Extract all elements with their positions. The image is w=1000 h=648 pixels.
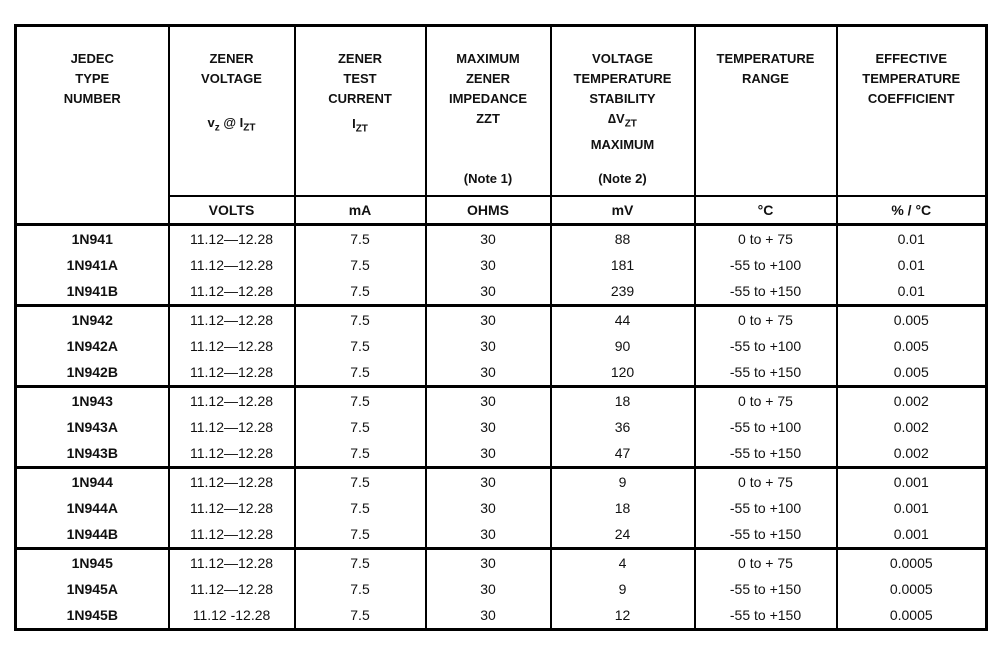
cell-test-current: 7.5 — [295, 359, 426, 387]
cell-stability: 24 — [551, 521, 695, 549]
cell-test-current: 7.5 — [295, 252, 426, 278]
cell-test-current: 7.5 — [295, 333, 426, 359]
cell-coefficient: 0.0005 — [837, 576, 987, 602]
cell-coefficient: 0.001 — [837, 468, 987, 496]
cell-temp-range: -55 to +100 — [695, 333, 837, 359]
table-row — [16, 306, 987, 334]
cell-stability: 120 — [551, 359, 695, 387]
cell-voltage: 11.12—12.28 — [169, 549, 295, 577]
cell-type: 1N944B — [16, 521, 169, 549]
cell-voltage: 11.12—12.28 — [169, 495, 295, 521]
col-header-jedec-type — [16, 26, 169, 225]
cell-coefficient: 0.005 — [837, 306, 987, 334]
cell-voltage: 11.12—12.28 — [169, 333, 295, 359]
cell-impedance: 30 — [426, 387, 551, 415]
cell-temp-range: -55 to +150 — [695, 359, 837, 387]
cell-stability: 18 — [551, 495, 695, 521]
table-row — [16, 333, 987, 359]
table-row — [16, 252, 987, 278]
table-row — [16, 278, 987, 306]
cell-stability: 18 — [551, 387, 695, 415]
cell-test-current: 7.5 — [295, 306, 426, 334]
cell-impedance: 30 — [426, 252, 551, 278]
cell-temp-range: -55 to +150 — [695, 602, 837, 630]
cell-type: 1N945A — [16, 576, 169, 602]
cell-coefficient: 0.01 — [837, 252, 987, 278]
cell-type: 1N945 — [16, 549, 169, 577]
row-group — [16, 306, 987, 387]
unit-degc: °C — [695, 196, 837, 225]
cell-voltage: 11.12—12.28 — [169, 252, 295, 278]
cell-impedance: 30 — [426, 333, 551, 359]
header-line: VOLTAGE — [592, 51, 653, 66]
cell-impedance: 30 — [426, 359, 551, 387]
header-line: RANGE — [742, 71, 789, 86]
cell-test-current: 7.5 — [295, 602, 426, 630]
col-header-zener-voltage — [169, 26, 295, 196]
table-row — [16, 225, 987, 253]
table-row — [16, 440, 987, 468]
table-row — [16, 549, 987, 577]
cell-coefficient: 0.005 — [837, 359, 987, 387]
cell-temp-range: -55 to +150 — [695, 521, 837, 549]
cell-voltage: 11.12—12.28 — [169, 387, 295, 415]
cell-voltage: 11.12—12.28 — [169, 278, 295, 306]
header-line: TEMPERATURE — [573, 71, 672, 86]
row-group — [16, 225, 987, 306]
row-group — [16, 387, 987, 468]
cell-type: 1N943A — [16, 414, 169, 440]
header-line: STABILITY — [589, 91, 656, 106]
col-header-temp-range — [695, 26, 837, 196]
cell-temp-range: -55 to +150 — [695, 278, 837, 306]
header-line: TEMPERATURE — [862, 71, 961, 86]
cell-coefficient: 0.01 — [837, 278, 987, 306]
cell-coefficient: 0.002 — [837, 387, 987, 415]
header-line: NUMBER — [63, 91, 121, 106]
cell-coefficient: 0.002 — [837, 414, 987, 440]
header-line: TYPE — [75, 71, 110, 86]
cell-voltage: 11.12—12.28 — [169, 306, 295, 334]
header-line: EFFECTIVE — [875, 51, 947, 66]
cell-temp-range: 0 to + 75 — [695, 468, 837, 496]
cell-test-current: 7.5 — [295, 521, 426, 549]
unit-pct-per-degc: % / °C — [837, 196, 987, 225]
unit-ma: mA — [295, 196, 426, 225]
cell-stability: 88 — [551, 225, 695, 253]
header-line: TEMPERATURE — [716, 51, 815, 66]
cell-stability: 47 — [551, 440, 695, 468]
cell-coefficient: 0.0005 — [837, 602, 987, 630]
cell-temp-range: -55 to +100 — [695, 252, 837, 278]
vz-at-izt-symbol: $v_z$ @ $I_{ZT}$ — [207, 115, 256, 134]
cell-impedance: 30 — [426, 278, 551, 306]
table-header — [16, 26, 987, 225]
cell-test-current: 7.5 — [295, 387, 426, 415]
table-row — [16, 414, 987, 440]
header-line: ZENER — [465, 71, 511, 86]
col-header-impedance — [426, 26, 551, 196]
cell-type: 1N941A — [16, 252, 169, 278]
cell-impedance: 30 — [426, 306, 551, 334]
cell-voltage: 11.12—12.28 — [169, 359, 295, 387]
cell-stability: 4 — [551, 549, 695, 577]
cell-test-current: 7.5 — [295, 576, 426, 602]
cell-test-current: 7.5 — [295, 414, 426, 440]
cell-impedance: 30 — [426, 576, 551, 602]
cell-type: 1N944 — [16, 468, 169, 496]
cell-temp-range: -55 to +150 — [695, 440, 837, 468]
cell-stability: 239 — [551, 278, 695, 306]
cell-temp-range: 0 to + 75 — [695, 549, 837, 577]
cell-voltage: 11.12—12.28 — [169, 414, 295, 440]
header-line: COEFFICIENT — [867, 91, 955, 106]
cell-stability: 9 — [551, 468, 695, 496]
cell-test-current: 7.5 — [295, 468, 426, 496]
cell-temp-range: -55 to +100 — [695, 495, 837, 521]
cell-temp-range: -55 to +100 — [695, 414, 837, 440]
cell-test-current: 7.5 — [295, 440, 426, 468]
cell-voltage: 11.12 -12.28 — [169, 602, 295, 630]
cell-temp-range: 0 to + 75 — [695, 225, 837, 253]
cell-stability: 44 — [551, 306, 695, 334]
cell-stability: 36 — [551, 414, 695, 440]
cell-coefficient: 0.002 — [837, 440, 987, 468]
header-line: ZZT — [476, 111, 500, 126]
cell-coefficient: 0.001 — [837, 495, 987, 521]
cell-type: 1N942A — [16, 333, 169, 359]
cell-impedance: 30 — [426, 602, 551, 630]
table-row — [16, 576, 987, 602]
cell-voltage: 11.12—12.28 — [169, 468, 295, 496]
unit-mv: mV — [551, 196, 695, 225]
col-header-stability — [551, 26, 695, 196]
cell-voltage: 11.12—12.28 — [169, 440, 295, 468]
cell-voltage: 11.12—12.28 — [169, 225, 295, 253]
cell-type: 1N941B — [16, 278, 169, 306]
cell-impedance: 30 — [426, 440, 551, 468]
cell-temp-range: 0 to + 75 — [695, 306, 837, 334]
col-header-coefficient — [837, 26, 987, 196]
table-row — [16, 468, 987, 496]
cell-coefficient: 0.001 — [837, 521, 987, 549]
header-line: MAXIMUM — [590, 136, 655, 152]
cell-voltage: 11.12—12.28 — [169, 521, 295, 549]
table-row — [16, 359, 987, 387]
cell-impedance: 30 — [426, 521, 551, 549]
cell-stability: 90 — [551, 333, 695, 359]
cell-type: 1N943 — [16, 387, 169, 415]
cell-type: 1N941 — [16, 225, 169, 253]
cell-impedance: 30 — [426, 225, 551, 253]
note-1-reference: (Note 1) — [463, 170, 513, 186]
cell-test-current: 7.5 — [295, 278, 426, 306]
header-line: ZENER — [209, 51, 254, 66]
header-line: TEST — [343, 71, 377, 86]
cell-type: 1N945B — [16, 602, 169, 630]
cell-coefficient: 0.005 — [837, 333, 987, 359]
cell-voltage: 11.12—12.28 — [169, 576, 295, 602]
cell-coefficient: 0.0005 — [837, 549, 987, 577]
cell-impedance: 30 — [426, 468, 551, 496]
cell-coefficient: 0.01 — [837, 225, 987, 253]
cell-type: 1N944A — [16, 495, 169, 521]
cell-stability: 12 — [551, 602, 695, 630]
cell-type: 1N942 — [16, 306, 169, 334]
cell-stability: 181 — [551, 252, 695, 278]
cell-impedance: 30 — [426, 549, 551, 577]
table-row — [16, 387, 987, 415]
row-group — [16, 549, 987, 630]
col-header-test-current — [295, 26, 426, 196]
header-line: JEDEC — [70, 51, 114, 66]
table-row — [16, 495, 987, 521]
unit-volts: VOLTS — [169, 196, 295, 225]
cell-impedance: 30 — [426, 414, 551, 440]
cell-stability: 9 — [551, 576, 695, 602]
header-line: MAXIMUM — [456, 51, 520, 66]
cell-test-current: 7.5 — [295, 549, 426, 577]
table-row — [16, 602, 987, 630]
note-2-reference: (Note 2) — [598, 170, 647, 186]
unit-ohms: OHMS — [426, 196, 551, 225]
cell-type: 1N943B — [16, 440, 169, 468]
izt-symbol: $I_{ZT}$ — [352, 116, 368, 135]
row-group — [16, 468, 987, 549]
table-row — [16, 521, 987, 549]
spec-table — [14, 24, 988, 631]
delta-vzt-symbol: $\Delta V_{ZT}$ — [608, 111, 637, 130]
cell-test-current: 7.5 — [295, 495, 426, 521]
header-line: IMPEDANCE — [448, 91, 527, 106]
cell-type: 1N942B — [16, 359, 169, 387]
header-line: VOLTAGE — [201, 71, 262, 86]
header-line: ZENER — [337, 51, 383, 66]
cell-temp-range: 0 to + 75 — [695, 387, 837, 415]
cell-impedance: 30 — [426, 495, 551, 521]
cell-temp-range: -55 to +150 — [695, 576, 837, 602]
cell-test-current: 7.5 — [295, 225, 426, 253]
header-line: CURRENT — [328, 91, 392, 106]
